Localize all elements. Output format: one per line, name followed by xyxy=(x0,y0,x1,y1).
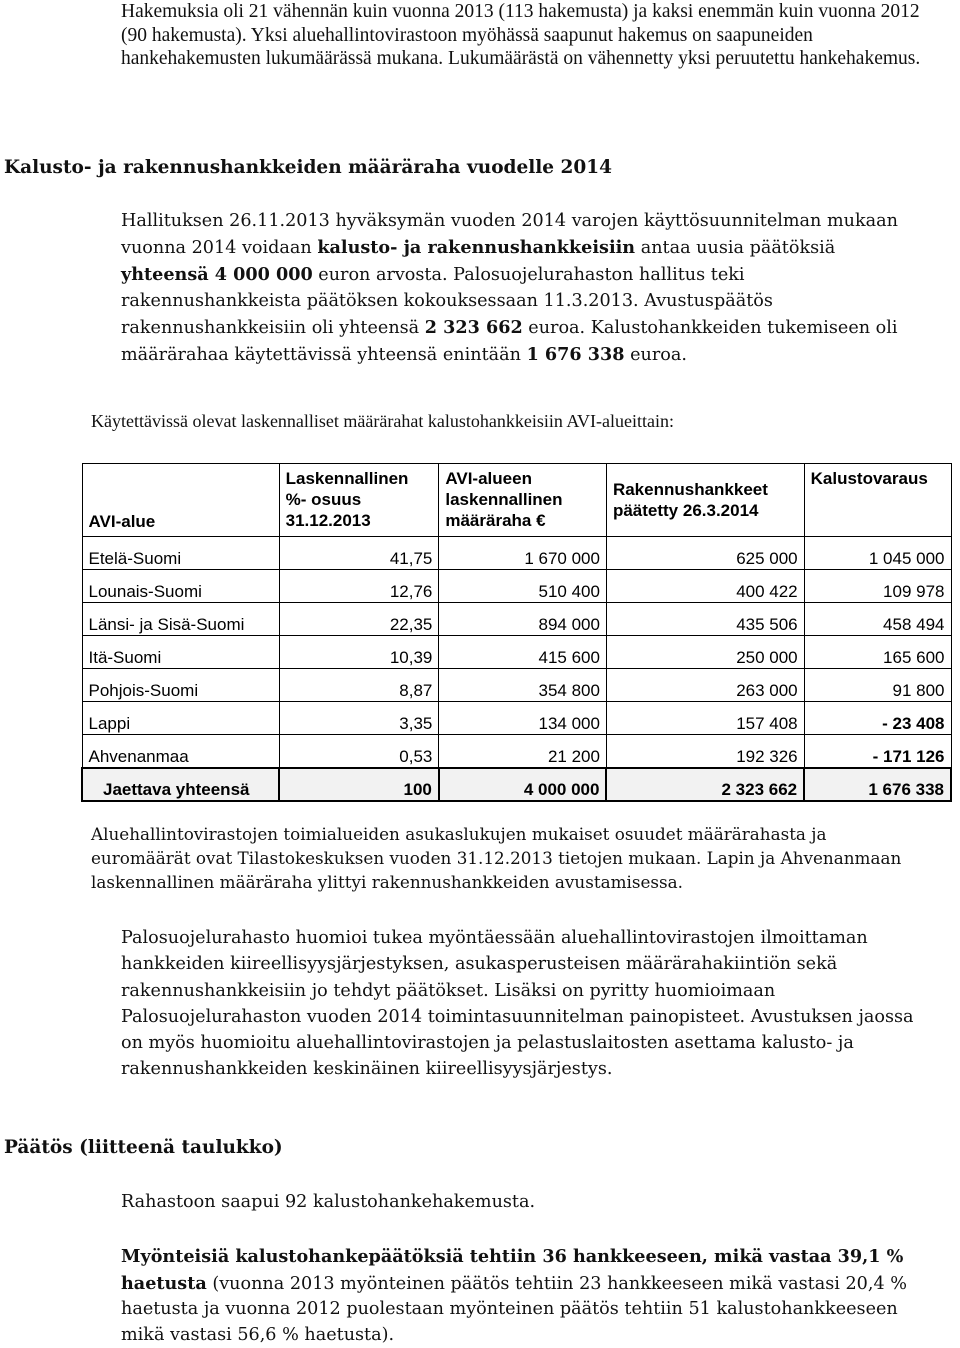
header-avi-alue: AVI-alue xyxy=(82,464,279,537)
table-total-row xyxy=(82,768,951,801)
value-cell: 435 506 xyxy=(606,603,804,636)
table-note: Aluehallintovirastojen toimialueiden asukaslukujen mukaiset osuudet määrärahasta ja euromäärät ovat Tilastokeskuksen vuoden 31.12.2013 tietojen mukaan. Lapin ja Ahvenanmaan laskennallinen määräraha ylittyi rakennushankkeiden avustamisessa. xyxy=(91,824,902,892)
value-cell: 894 000 xyxy=(439,603,607,636)
value-cell: 8,87 xyxy=(279,669,439,702)
value-cell: 400 422 xyxy=(606,570,804,603)
value-cell: 109 978 xyxy=(804,570,951,603)
header-laskennallinen-osuus: Laskennallinen %- osuus 31.12.2013 xyxy=(279,464,439,537)
intro-paragraph: Hakemuksia oli 21 vähennän kuin vuonna 2013 (113 hakemusta) ja kaksi enemmän kuin vuonna 2012 (90 hakemusta). Yksi aluehallintovirastoon myöhässä saapunut hakemus on saapuneiden hankehakemusten lukumäärässä mukana. Lukumäärästä on vähennetty yksi peruutettu hankehakemus. xyxy=(121,1,921,70)
value-cell: - 171 126 xyxy=(804,735,951,768)
region-cell: Etelä-Suomi xyxy=(82,537,279,570)
region-cell: Lounais-Suomi xyxy=(82,570,279,603)
region-cell: Länsi- ja Sisä-Suomi xyxy=(82,603,279,636)
table-row xyxy=(82,702,951,735)
table-row xyxy=(82,669,951,702)
table-row xyxy=(82,603,951,636)
budget-paragraph xyxy=(121,208,921,369)
value-cell: 165 600 xyxy=(804,636,951,669)
applications-received-text: Rahastoon saapui 92 kalustohankehakemusta. xyxy=(121,1192,536,1212)
avi-allocation-table xyxy=(81,463,952,802)
value-cell: - 23 408 xyxy=(804,702,951,735)
value-cell: 458 494 xyxy=(804,603,951,636)
positive-decisions-rest: (vuonna 2013 myönteinen päätös tehtiin 23 hankkeeseen mikä vastasi 20,4 % haetusta ja vuonna 2012 puolestaan myönteinen päätös tehtiin 51 kalustohankkeeseen mikä vastasi 56,6 % haetusta). xyxy=(121,1273,907,1345)
section-heading-decision: Päätös (liitteenä taulukko) xyxy=(4,1137,283,1158)
value-cell: 157 408 xyxy=(606,702,804,735)
table-row xyxy=(82,735,951,768)
value-cell: 100 xyxy=(279,768,439,801)
value-cell: 91 800 xyxy=(804,669,951,702)
value-cell: 415 600 xyxy=(439,636,607,669)
region-cell: Jaettava yhteensä xyxy=(82,768,279,801)
budget-text-2: antaa uusia päätöksiä xyxy=(635,237,836,258)
budget-bold-2: yhteensä 4 000 000 xyxy=(121,263,313,285)
budget-text-1: Hallituksen 26.11.2013 hyväksymän vuoden 2014 varojen käyttösuunnitelman mukaan vuonna 2014 voidaan xyxy=(121,211,898,258)
value-cell: 192 326 xyxy=(606,735,804,768)
value-cell: 21 200 xyxy=(439,735,607,768)
value-cell: 510 400 xyxy=(439,570,607,603)
value-cell: 2 323 662 xyxy=(606,768,804,801)
table-caption: Käytettävissä olevat laskennalliset määrärahat kalustohankkeisiin AVI-alueittain: xyxy=(91,411,674,431)
value-cell: 12,76 xyxy=(279,570,439,603)
palosuojelu-paragraph: Palosuojelurahasto huomioi tukea myöntäessään aluehallintovirastojen ilmoittaman hankkeiden kiireellisyysjärjestyksen, asukasperusteisen määrärahakiintiön sekä rakennushankkeisiin jo tehdyt päätökset. Lisäksi on pyritty huomioimaan Palosuojelurahaston vuoden 2014 toimintasuunnitelman painopisteet. Avustuksen jaossa on myös huomioitu aluehallintovirastojen ja pelastuslaitosten asettama kalusto- ja rakennushankkeiden keskinäinen kiireellisyysjärjestys. xyxy=(121,928,914,1080)
value-cell: 10,39 xyxy=(279,636,439,669)
table-row xyxy=(82,636,951,669)
header-rakennushankkeet: Rakennushankkeet päätetty 26.3.2014 xyxy=(606,464,804,537)
value-cell: 625 000 xyxy=(606,537,804,570)
section-heading-budget: Kalusto- ja rakennushankkeiden määräraha vuodelle 2014 xyxy=(4,157,612,178)
budget-text-5: euroa. xyxy=(624,344,687,365)
value-cell: 263 000 xyxy=(606,669,804,702)
positive-decisions-bold: Myönteisiä kalustohankepäätöksiä tehtiin 36 hankkeeseen, mikä vastaa 39,1 % haetusta xyxy=(121,1246,904,1294)
value-cell: 1 676 338 xyxy=(804,768,951,801)
budget-bold-3: 2 323 662 xyxy=(424,317,523,339)
value-cell: 1 670 000 xyxy=(439,537,607,570)
budget-bold-1: kalusto- ja rakennushankkeisiin xyxy=(317,236,636,258)
table-row xyxy=(82,570,951,603)
region-cell: Pohjois-Suomi xyxy=(82,669,279,702)
value-cell: 3,35 xyxy=(279,702,439,735)
value-cell: 1 045 000 xyxy=(804,537,951,570)
header-kalustovaraus: Kalustovaraus xyxy=(804,464,951,537)
budget-text-4: euroa. Kalustohankkeiden tukemiseen oli määrärahaa käytettävissä yhteensä enintään xyxy=(121,318,898,365)
value-cell: 250 000 xyxy=(606,636,804,669)
value-cell: 22,35 xyxy=(279,603,439,636)
region-cell: Lappi xyxy=(82,702,279,735)
region-cell: Itä-Suomi xyxy=(82,636,279,669)
budget-bold-4: 1 676 338 xyxy=(526,343,625,365)
header-laskennallinen-maararaha: AVI-alueen laskennallinen määräraha € xyxy=(439,464,607,537)
region-cell: Ahvenanmaa xyxy=(82,735,279,768)
value-cell: 4 000 000 xyxy=(439,768,607,801)
value-cell: 134 000 xyxy=(439,702,607,735)
table-header-row xyxy=(82,464,951,537)
value-cell: 0,53 xyxy=(279,735,439,768)
table-row xyxy=(82,537,951,570)
value-cell: 41,75 xyxy=(279,537,439,570)
value-cell: 354 800 xyxy=(439,669,607,702)
budget-text-3: euron arvosta. Palosuojelurahaston hallitus teki rakennushankkeista päätöksen kokouksessaan 11.3.2013. Avustuspäätös rakennushankkeisiin oli yhteensä xyxy=(121,264,773,339)
positive-decisions-paragraph xyxy=(121,1244,921,1348)
